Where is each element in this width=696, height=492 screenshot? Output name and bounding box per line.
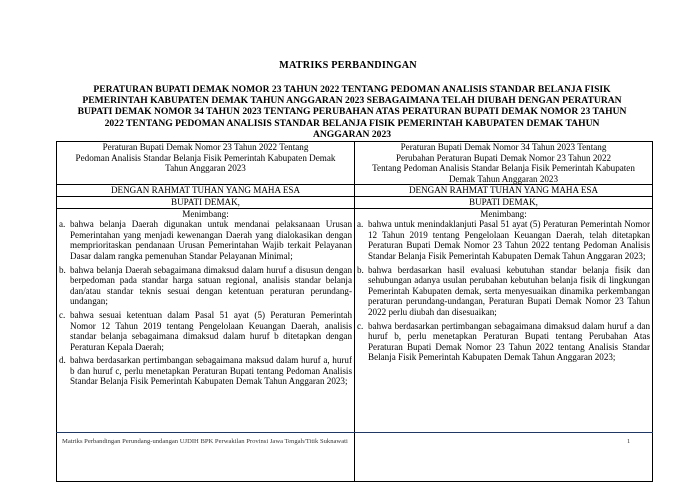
header-line: Perubahan Peraturan Bupati Demak Nomor 23 Tahun 2022 [395, 152, 612, 163]
item-text: bahwa belanja Daerah sebagaimana dimaksud dalam huruf a disusun dengan berpedoman pada standar harga satuan regional, analisis standar belanja dan/atau standar teknis sesuai dengan ketentuan peraturan perundang-undangan; [70, 264, 352, 307]
left-menimbang-label: Menimbang: [182, 208, 229, 219]
item-letter: a. [59, 219, 66, 230]
header-line: Demak Tahun Anggaran 2023 [448, 173, 559, 184]
heading-line: PERATURAN BUPATI DEMAK NOMOR 23 TAHUN 2022 TENTANG PEDOMAN ANALISIS STANDAR BELANJA FISIK [93, 84, 611, 95]
left-column-header [57, 142, 355, 185]
document-heading [62, 84, 642, 140]
left-bupati: BUPATI DEMAK, [57, 196, 355, 208]
right-column-header [355, 142, 653, 185]
footer-text: Matriks Perbandingan Perundang-undangan UJDIH BPK Perwakilan Provinsi Jawa Tengah/Titik Suknawati [62, 438, 348, 445]
left-rahmat: DENGAN RAHMAT TUHAN YANG MAHA ESA [57, 185, 355, 197]
right-list-item [357, 219, 650, 261]
right-list-item [357, 321, 650, 363]
item-letter: d. [59, 355, 66, 366]
item-text: bahwa berdasarkan pertimbangan sebagaimana maksud dalam huruf a, huruf b dan huruf c, perlu menetapkan Peraturan Bupati tentang Pedoman Analisis Standar Belanja Fisik Pemerintah Kabupaten Demak Tahun Anggaran 2023; [70, 355, 352, 387]
item-text: bahwa sesuai ketentuan dalam Pasal 51 ayat (5) Peraturan Pemerintah Nomor 12 Tahun 2019 tentang Pengelolaan Keuangan Daerah, analisis standar belanja sebagaimana dimaksud dalam huruf b ditetapkan dengan Peraturan Kepala Daerah; [70, 309, 352, 352]
item-text: bahwa berdasarkan hasil evaluasi kebutuhan standar belanja fisik dan sehubungan adanya usulan perubahan kebutuhan belanja fisik di lingkungan Pemerintah Kabupaten demak, serta menyesuaikan dinamika perkembangan peraturan perundang-undangan, Peraturan Bupati Demak Nomor 23 Tahun 2022 perlu diubah dan disesuaikan; [368, 264, 650, 317]
item-letter: a. [357, 219, 364, 230]
header-line: Pedoman Analisis Standar Belanja Fisik Pemerintah Kabupaten Demak [75, 152, 336, 163]
item-letter: c. [357, 320, 364, 331]
right-menimbang-cell [355, 208, 653, 481]
header-line: Peraturan Bupati Demak Nomor 23 Tahun 2022 Tentang [102, 142, 309, 152]
header-line: Tahun Anggaran 2023 [165, 163, 246, 174]
left-list-item [59, 219, 352, 261]
item-text: bahwa untuk menindaklanjuti Pasal 51 ayat (5) Peraturan Pemerintah Nomor 12 Tahun 2019 tentang Pengelolaan Keuangan Daerah, telah ditetapkan Peraturan Bupati Demak Nomor 23 Tahun 2022 tentang Pedoman Analisis Standar Belanja Fisik Pemerintah Kabupaten Demak Tahun Anggaran 2023; [368, 219, 650, 261]
left-list-item [59, 265, 352, 307]
footer-rule [56, 432, 653, 433]
left-list-item [59, 310, 352, 352]
bupati-row [57, 196, 653, 208]
right-bupati: BUPATI DEMAK, [355, 196, 653, 208]
right-item-list [357, 219, 650, 363]
item-text: bahwa berdasarkan pertimbangan sebagaimana dimaksud dalam huruf a dan huruf b, perlu menetapkan Peraturan Bupati tentang Perubahan Atas Peraturan Bupati Demak Nomor 23 Tahun 2022 tentang Analisis Standar Belanja Fisik Pemerintah Kabupaten Demak Tahun Anggaran 2023; [368, 320, 650, 363]
header-line: Tentang Pedoman Analisis Standar Belanja Fisik Pemerintah Kabupaten [372, 163, 635, 174]
heading-line: ANGGARAN 2023 [312, 128, 392, 140]
item-letter: c. [59, 309, 66, 320]
left-list-item [59, 355, 352, 387]
heading-line: PEMERINTAH KABUPATEN DEMAK TAHUN ANGGARAN 2023 SEBAGAIMANA TELAH DIUBAH DENGAN PERATURAN [82, 95, 622, 107]
page-title: MATRIKS PERBANDINGAN [279, 60, 417, 71]
item-text: bahwa belanja Daerah digunakan untuk mendanai pelaksanaan Urusan Pemerintahan yang menjadi kewenangan Daerah yang dialokasikan dengan memprioritaskan pendanaan Urusan Pemerintahan Wajib terkait Pelayanan Dasar dalam rangka pemenuhan Standar Pelayanan Minimal; [70, 219, 352, 261]
heading-line: BUPATI DEMAK NOMOR 34 TAHUN 2023 TENTANG PERUBAHAN ATAS PERATURAN BUPATI DEMAK NOMOR 23 TAHUN [77, 106, 627, 118]
right-menimbang-label: Menimbang: [480, 208, 527, 219]
header-line: Peraturan Bupati Demak Nomor 34 Tahun 2023 Tentang [400, 142, 607, 152]
table-header-row [57, 142, 653, 185]
right-body [357, 209, 650, 481]
item-letter: b. [59, 264, 66, 275]
rahmat-row [57, 185, 653, 197]
page-number: 1 [627, 438, 631, 445]
heading-line: 2022 TENTANG PEDOMAN ANALISIS STANDAR BELANJA FISIK PEMERINTAH KABUPATEN DEMAK TAHUN [104, 117, 600, 129]
right-list-item [357, 265, 650, 318]
item-letter: b. [357, 264, 364, 275]
right-rahmat: DENGAN RAHMAT TUHAN YANG MAHA ESA [355, 185, 653, 197]
left-item-list [59, 219, 352, 387]
comparison-table [56, 141, 653, 482]
